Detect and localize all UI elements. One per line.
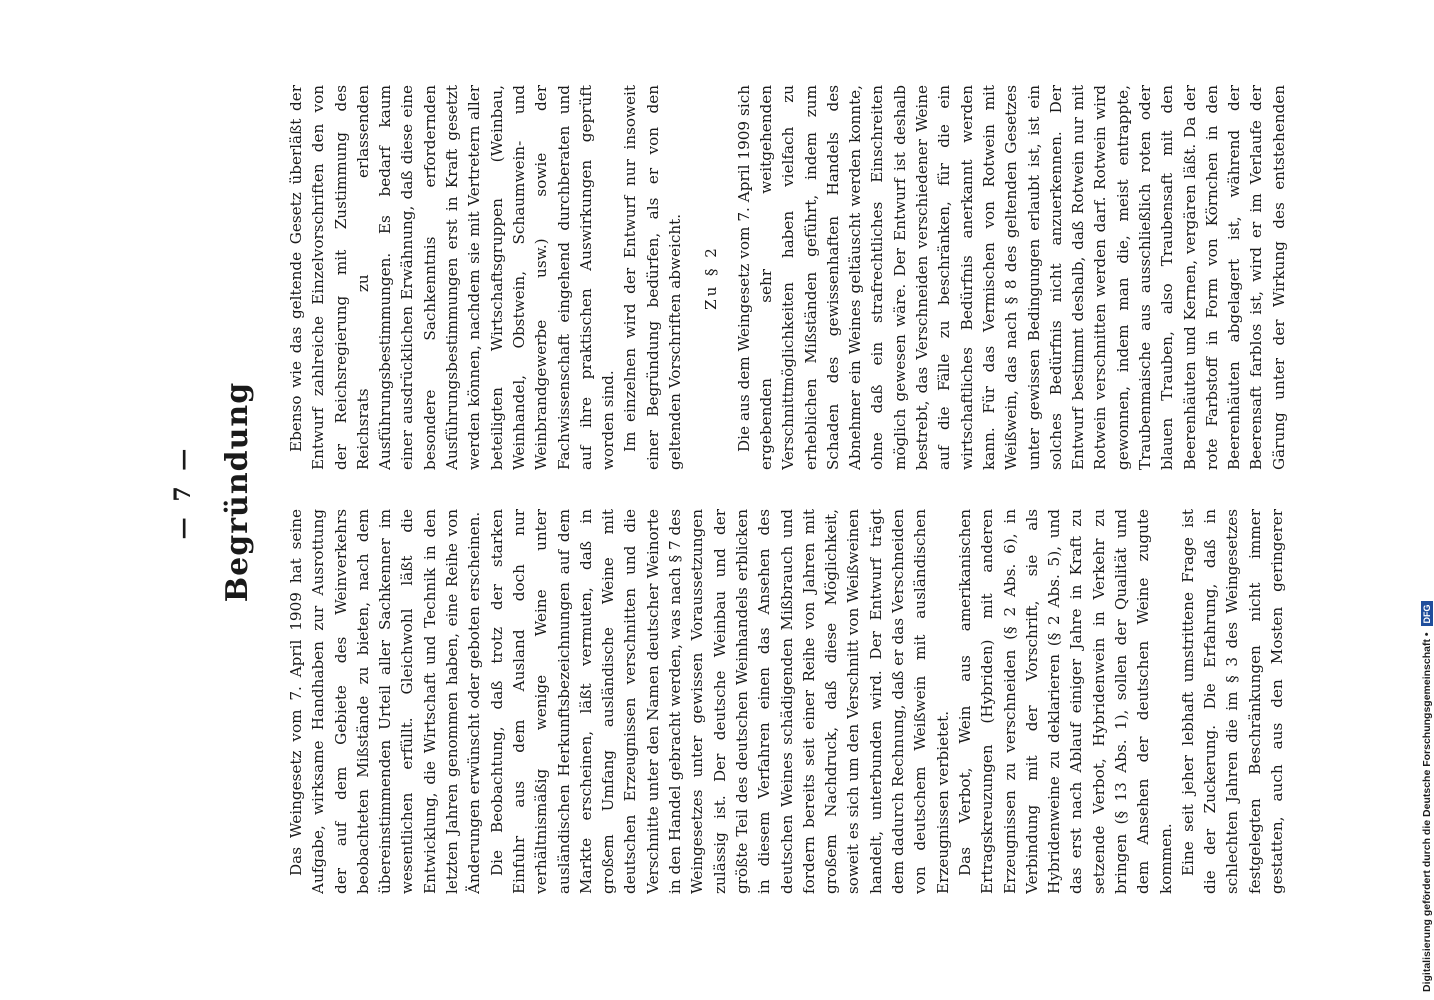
dfg-logo: DFG <box>1421 602 1433 627</box>
paragraph: Ebenso wie das geltende Gesetz überläßt der Entwurf zahlreiche Einzelvorschriften den von der Reichsregierung mit Zustimmung des Reichsrats zu erlassenden Ausführungsbestimmungen. Es bedarf kaum einer ausdrücklichen Erwähnung, daß diese eine besondere Sachkenntnis erfordernden Ausführungsbestimmungen erst in Kraft gesetzt werden können, nachdem sie mit Vertretern aller beteiligten Wirtschaftsgruppen (Weinbau, Weinhandel, Obstwein, Schaumwein- und Weinbrandgewerbe usw.) sowie der Fachwissenschaft eingehend durchberaten und auf ihre praktischen Auswirkungen geprüft worden sind. <box>287 85 618 470</box>
page-heading: Begründung <box>220 381 255 603</box>
left-text-column <box>285 509 1290 894</box>
paragraph: Das Weingesetz vom 7. April 1909 hat seine Aufgabe, wirksame Handhaben zur Ausrottung der auf dem Gebiete des Weinverkehrs beobachteten Mißstände zu bieten, nach dem übereinstimmenden Urteil aller Sachkenner im wesentlichen erfüllt. Gleichwohl läßt die Entwicklung, die Wirtschaft und Technik in den letzten Jahren genommen haben, eine Reihe von Änderungen erwünscht oder geboten erscheinen. <box>287 509 484 894</box>
paragraph: Das Verbot, Wein aus amerikanischen Ertragskreuzungen (Hybriden) mit anderen Erzeugnissen zu verschneiden (§ 2 Abs. 6), in Verbindung mit der Vorschrift, sie als Hybridenweine zu deklarieren (§ 2 Abs. 5), und das erst nach Ablauf einiger Jahre in Kraft zu setzende Verbot, Hybridenwein in Verkehr zu bringen (§ 13 Abs. 1), sollen der Qualität und dem Ansehen der deutschen Weine zugute kommen. <box>955 509 1175 894</box>
paragraph: Die Beobachtung, daß trotz der starken Einfuhr aus dem Ausland doch nur verhältnismäßig wenige Weine unter ausländischen Herkunftsbezeichnungen auf dem Markte erscheinen, läßt vermuten, daß in großem Umfang ausländische Weine mit deutschen Erzeugnissen verschnitten und die Verschnitte unter den Namen deutscher Weinorte in den Handel gebracht werden, was nach § 7 des Weingesetzes unter gewissen Voraussetzungen zulässig ist. Der deutsche Weinbau und der größte Teil des deutschen Weinhandels erblicken in diesem Verfahren einen das Ansehen des deutschen Weines schädigenden Mißbrauch und fordern bereits seit einer Reihe von Jahren mit großem Nachdruck, daß diese Möglichkeit, soweit es sich um den Verschnitt von Weißweinen handelt, unterbunden wird. Der Entwurf trägt dem dadurch Rechnung, daß er das Verschneiden von deutschem Weißwein mit ausländischen Erzeugnissen verbietet. <box>487 509 952 894</box>
paragraph: Im einzelnen wird der Entwurf nur insoweit einer Begründung bedürfen, als er von den geltenden Vorschriften abweicht. <box>621 85 685 470</box>
paragraph: Eine seit jeher lebhaft umstrittene Frage ist die der Zuckerung. Die Erfahrung, daß in schlechten Jahren die im § 3 des Weingesetzes festgelegten Beschränkungen nicht immer gestatten, auch aus den Mosten geringerer <box>1178 509 1287 894</box>
right-text-column <box>285 85 1290 470</box>
digitization-credit: Digitalisierung gefördert durch die Deutsche Forschungsgemeinschaft • DFG <box>1420 0 1434 992</box>
rotated-document-page <box>170 82 1295 902</box>
section-title: Zu § 2 <box>702 245 721 310</box>
credit-text: Digitalisierung gefördert durch die Deutsche Forschungsgemeinschaft <box>1421 639 1433 992</box>
paragraph: Die aus dem Weingesetz vom 7. April 1909 sich ergebenden sehr weitgehenden Verschnittmöglichkeiten haben vielfach zu erheblichen Mißständen geführt, indem zum Schaden des gewissenhaften Handels des Abnehmer ein Weines geltäuscht werden konnte, ohne daß ein strafrechtliches Einschreiten möglich gewesen wäre. Der Entwurf ist deshalb bestrebt, das Verschneiden verschiedener Weine auf die Fälle zu beschränken, für die ein wirtschaftliches Bedürfnis anerkannt werden kann. Für das Vermischen von Rotwein mit Weißwein, das nach § 8 des geltenden Gesetzes unter gewissen Bedingungen erlaubt ist, ist ein solches Bedürfnis nicht anzuerkennen. Der Entwurf bestimmt deshalb, daß Rotwein nur mit Rotwein verschnitten werden darf. Rotwein wird gewonnen, indem man die, meist entrappte, Traubenmaische aus ausschließlich roten oder blauen Trauben, also Traubensaft mit den Beerenhäuten und Kernen, vergären läßt. Da der rote Farbstoff in Form von Körnchen in den Beerenhäuten abgelagert ist, während der Beerensaft farblos ist, wird er im Verlaufe der Gärung unter der Wirkung des entstehenden <box>734 85 1288 470</box>
page-number: — 7 — <box>170 444 196 540</box>
